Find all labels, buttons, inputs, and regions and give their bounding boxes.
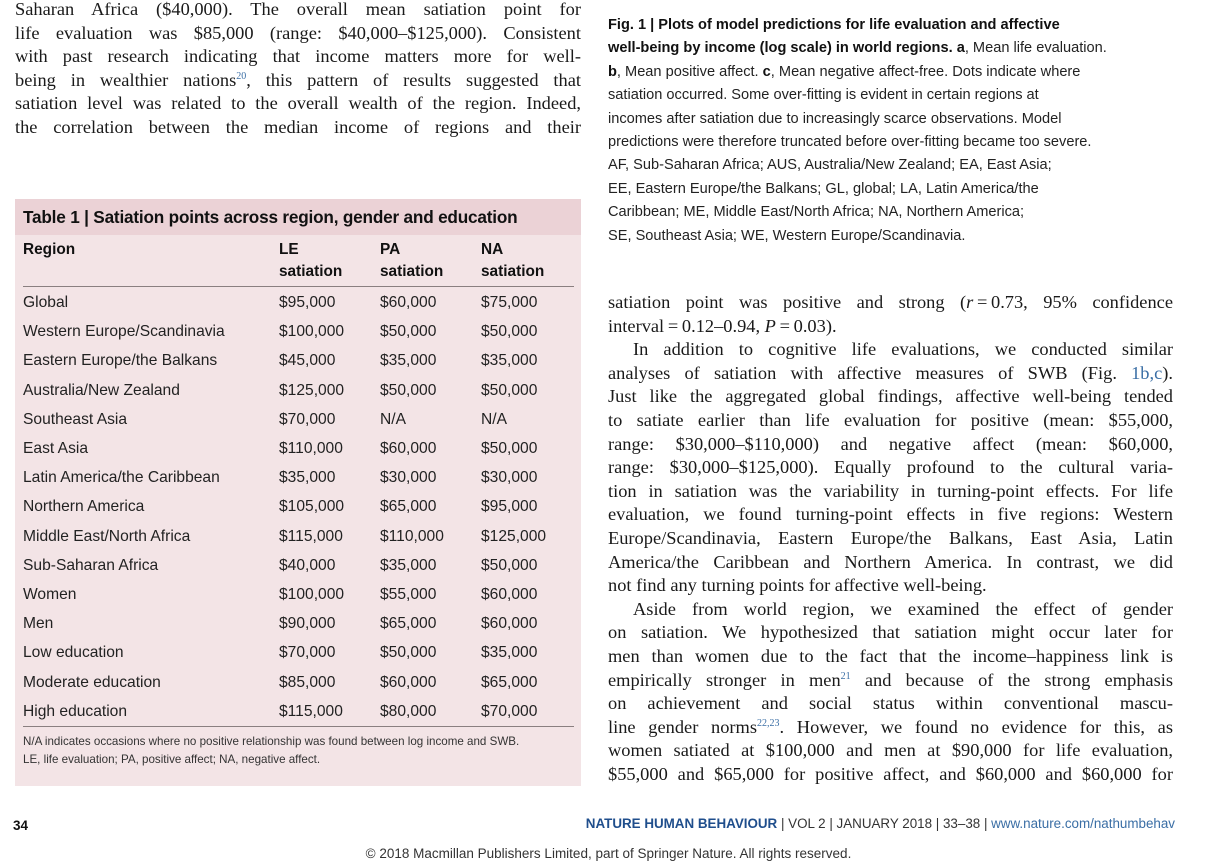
cell-le: $70,000 bbox=[279, 644, 336, 662]
cell-region: Low education bbox=[23, 644, 124, 662]
cell-na: $50,000 bbox=[481, 556, 538, 574]
reference-link-21[interactable]: 21 bbox=[840, 670, 851, 682]
cell-le: $125,000 bbox=[279, 381, 345, 399]
cell-pa: $65,000 bbox=[380, 498, 437, 516]
table-row bbox=[23, 551, 574, 580]
cell-region: Western Europe/Scandinavia bbox=[23, 323, 225, 341]
table-1 bbox=[15, 199, 581, 786]
cell-le: $40,000 bbox=[279, 556, 336, 574]
satiation-table bbox=[23, 235, 574, 727]
text-line: Saharan Africa ($40,000). The overall mean satiation point for bbox=[15, 0, 581, 19]
table-row bbox=[23, 376, 574, 405]
cell-region: Moderate education bbox=[23, 673, 161, 691]
cell-le: $45,000 bbox=[279, 352, 336, 370]
cell-le: $100,000 bbox=[279, 323, 345, 341]
table-header-row bbox=[23, 235, 574, 287]
cell-le: $85,000 bbox=[279, 673, 336, 691]
cell-region: Southeast Asia bbox=[23, 410, 128, 428]
panel-label-c: c bbox=[762, 63, 771, 80]
cell-region: Australia/New Zealand bbox=[23, 381, 180, 399]
column-header-le: LE satiation bbox=[279, 235, 380, 287]
cell-na: $30,000 bbox=[481, 469, 538, 487]
table-row bbox=[23, 668, 574, 697]
cell-region: Middle East/North Africa bbox=[23, 527, 191, 545]
cell-pa: $60,000 bbox=[380, 294, 437, 311]
journal-url-link[interactable]: www.nature.com/nathumbehav bbox=[991, 816, 1175, 831]
cell-le: $100,000 bbox=[279, 586, 345, 604]
reference-link-20[interactable]: 20 bbox=[236, 70, 247, 82]
table-row bbox=[23, 522, 574, 551]
cell-na: $35,000 bbox=[481, 644, 538, 662]
cell-region: Sub-Saharan Africa bbox=[23, 556, 159, 574]
panel-label-a: a bbox=[956, 40, 965, 57]
copyright-notice: © 2018 Macmillan Publishers Limited, part of Springer Nature. All rights reserved. bbox=[365, 846, 852, 861]
cell-na: $65,000 bbox=[481, 673, 538, 691]
cell-na: $60,000 bbox=[481, 615, 538, 633]
table-row bbox=[23, 638, 574, 667]
text-line: being in wealthier nations$^{20}$, this pattern of results suggested that bbox=[15, 69, 581, 90]
right-column-body-text: satiation point was positive and strong (r = 0.73, 95% confidence interval = 0.12–0.94, P = 0.03). In addition to cognitive life evaluations, we conducted similar analyses of satiation with affective measures of SWB (Fig. 1b,c). Just like the aggregated global findings, affective well-being tended to satiate earlier than life evaluation for positive (mean: $55,000, range: $30,000–$110,000) and negative affect (mean: $60,000, range: $30,000–$125,000). Equally profound to the cultural varia- tion in satiation was the variability in turning-point effects. For life evaluation, we found turning-point effects in five regions: Western Europe/Scandinavia, Eastern Europe/the Balkans, East Asia, Latin America/the Caribbean and Northern America. In contrast, we did not find any turning points for affective well-being. Aside from world region, we examined the effect of gender on satiation. We hypothesized that satiation might occur later for men than women due to the fact that the income–happiness link is empirically stronger in men$^{21}$ and because of the strong emphasis on achievement and social status within conventional mascu- line gender norms$^{22,23}$. However, we found no evidence for this, as women satiated at $100,000 and men at $90,000 for life evaluation, $55,000 and $65,000 for positive affect, and $60,000 and $60,000 for bbox=[608, 292, 1173, 784]
cell-region: Men bbox=[23, 615, 54, 633]
column-header-pa: PA satiation bbox=[380, 235, 481, 287]
cell-pa: $110,000 bbox=[380, 527, 444, 545]
cell-region: Eastern Europe/the Balkans bbox=[23, 352, 218, 370]
table-row bbox=[23, 609, 574, 638]
cell-le: $115,000 bbox=[279, 697, 380, 727]
cell-pa: N/A bbox=[380, 410, 406, 428]
cell-na: $50,000 bbox=[481, 323, 538, 341]
column-header-na: NA satiation bbox=[481, 235, 574, 287]
table-row bbox=[23, 287, 574, 318]
cell-le: $35,000 bbox=[279, 469, 336, 487]
table-row bbox=[23, 463, 574, 492]
cell-pa: $35,000 bbox=[380, 352, 437, 370]
table-footnote: N/A indicates occasions where no positive relationship was found between log income and SWB. LE, life evaluation; PA, positive affect; NA, negative affect. bbox=[23, 735, 520, 767]
journal-footer: NATURE HUMAN BEHAVIOUR | VOL 2 | JANUARY 2018 | 33–38 | www.nature.com/nathumbehav bbox=[585, 816, 1175, 831]
cell-na: $95,000 bbox=[481, 498, 538, 516]
table-row bbox=[23, 580, 574, 609]
cell-le: $70,000 bbox=[279, 410, 336, 428]
cell-pa: $30,000 bbox=[380, 469, 437, 487]
table-row bbox=[23, 434, 574, 463]
cell-na: $125,000 bbox=[481, 527, 547, 545]
text-line: life evaluation was $85,000 (range: $40,000–$125,000). Consistent bbox=[15, 22, 581, 43]
reference-link-22-23[interactable]: 22,23 bbox=[757, 717, 780, 729]
table-row bbox=[23, 492, 574, 521]
cell-region: Northern America bbox=[23, 498, 145, 516]
table-title: Table 1 | Satiation points across region, gender and education bbox=[15, 199, 581, 235]
cell-pa: $60,000 bbox=[380, 440, 437, 458]
cell-region: Global bbox=[23, 294, 69, 311]
cell-le: $115,000 bbox=[279, 527, 343, 545]
cell-na: $75,000 bbox=[481, 294, 538, 311]
figure-1bc-link[interactable]: 1b,c bbox=[1131, 362, 1163, 383]
cell-na: $50,000 bbox=[481, 440, 538, 458]
cell-pa: $35,000 bbox=[380, 556, 437, 574]
cell-pa: $80,000 bbox=[380, 697, 481, 727]
cell-na: $50,000 bbox=[481, 381, 538, 399]
cell-na: $70,000 bbox=[481, 697, 574, 727]
cell-pa: $65,000 bbox=[380, 615, 437, 633]
panel-label-b: b bbox=[608, 63, 617, 80]
table-row bbox=[23, 346, 574, 375]
cell-region: High education bbox=[23, 697, 279, 727]
cell-na: $60,000 bbox=[481, 586, 538, 604]
figure-1-caption: Fig. 1 | Plots of model predictions for life evaluation and affective well-being by income (log scale) in world regions. a, Mean life evaluation. b, Mean positive affect. c, Mean negative affect-free. Dots indicate where satiation occurred. Some over-fitting is evident in certain regions at incomes after satiation due to increasingly scarce observations. Model predictions were therefore truncated before over-fitting became too severe. AF, Sub-Saharan Africa; AUS, Australia/New Zealand; EA, East Asia; EE, Eastern Europe/the Balkans; GL, global; LA, Latin America/the Caribbean; ME, Middle East/North Africa; NA, Northern America; SE, Southeast Asia; WE, Western Europe/Scandinavia. bbox=[608, 17, 1107, 244]
cell-pa: $50,000 bbox=[380, 644, 437, 662]
cell-region: East Asia bbox=[23, 440, 89, 458]
column-header-region: Region bbox=[23, 235, 279, 287]
cell-le: $90,000 bbox=[279, 615, 336, 633]
table-row bbox=[23, 405, 574, 434]
cell-na: $35,000 bbox=[481, 352, 538, 370]
cell-pa: $60,000 bbox=[380, 673, 437, 691]
table-row bbox=[23, 697, 574, 727]
cell-pa: $50,000 bbox=[380, 323, 437, 341]
cell-pa: $50,000 bbox=[380, 381, 437, 399]
cell-le: $95,000 bbox=[279, 294, 336, 311]
cell-le: $110,000 bbox=[279, 440, 343, 458]
text-line: the correlation between the median income of regions and their bbox=[15, 116, 581, 137]
left-column-body-text bbox=[15, 0, 581, 140]
text-line: satiation level was related to the overall wealth of the region. Indeed, bbox=[15, 93, 581, 114]
table-row bbox=[23, 317, 574, 346]
cell-na: N/A bbox=[481, 410, 507, 428]
cell-region: Latin America/the Caribbean bbox=[23, 469, 220, 487]
text-line: with past research indicating that income matters more for well- bbox=[15, 46, 581, 67]
journal-name: NATURE HUMAN BEHAVIOUR bbox=[585, 816, 778, 831]
cell-region: Women bbox=[23, 586, 77, 604]
cell-le: $105,000 bbox=[279, 498, 345, 516]
cell-pa: $55,000 bbox=[380, 586, 437, 604]
page-number: 34 bbox=[13, 818, 29, 833]
